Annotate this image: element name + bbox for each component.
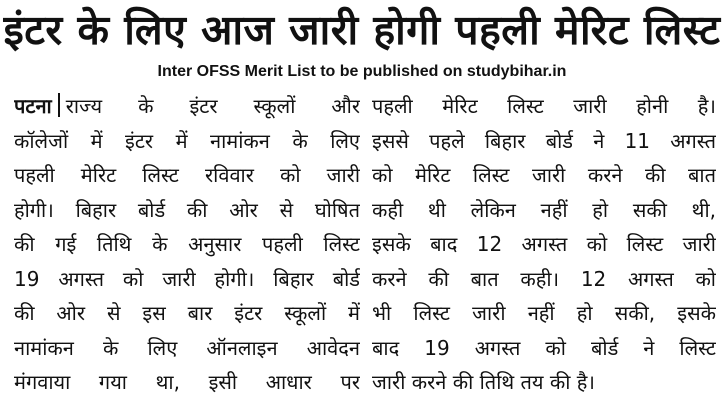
article-column-right: [372, 89, 716, 400]
article-column-left: [14, 89, 360, 400]
article-line: होगी। बिहार बोर्ड की ओर से घोषित: [14, 197, 360, 222]
article-line: 19 अगस्त को जारी होगी। बिहार बोर्ड: [14, 266, 360, 291]
article-line: नामांकन के लिए ऑनलाइन आवेदन: [14, 335, 360, 360]
article-line-text: राज्य के इंटर स्कूलों और: [65, 94, 360, 118]
article-line: पहली मेरिट लिस्ट रविवार को जारी: [14, 163, 360, 187]
headline: इंटर के लिए आज जारी होगी पहली मेरिट लिस्ट: [3, 6, 721, 54]
subheadline: Inter OFSS Merit List to be published on studybihar.in: [157, 63, 567, 80]
article-line: को मेरिट लिस्ट जारी करने की बात: [372, 163, 716, 187]
dateline-separator: [58, 93, 60, 117]
article-line: की गई तिथि के अनुसार पहली लिस्ट: [14, 232, 360, 256]
article-line: भी लिस्ट जारी नहीं हो सकी, इसके: [372, 301, 716, 325]
article-line: बाद 19 अगस्त को बोर्ड ने लिस्ट: [372, 335, 716, 360]
article-line: पहली मेरिट लिस्ट जारी होनी है।: [372, 94, 716, 118]
dateline: पटना: [14, 94, 52, 118]
article-line: कॉलेजों में इंटर में नामांकन के लिए: [14, 128, 360, 153]
article-line: इसके बाद 12 अगस्त को लिस्ट जारी: [372, 232, 716, 256]
article-line: की ओर से इस बार इंटर स्कूलों में: [14, 301, 360, 325]
article-line: करने की बात कही। 12 अगस्त को: [372, 266, 716, 291]
article-line: जारी करने की तिथि तय की है।: [372, 370, 595, 394]
article-line: इससे पहले बिहार बोर्ड ने 11 अगस्त: [372, 128, 716, 153]
article-line: मंगवाया गया था, इसी आधार पर: [14, 370, 360, 394]
article-line: कही थी लेकिन नहीं हो सकी थी,: [372, 197, 716, 222]
article-line: [14, 89, 360, 124]
